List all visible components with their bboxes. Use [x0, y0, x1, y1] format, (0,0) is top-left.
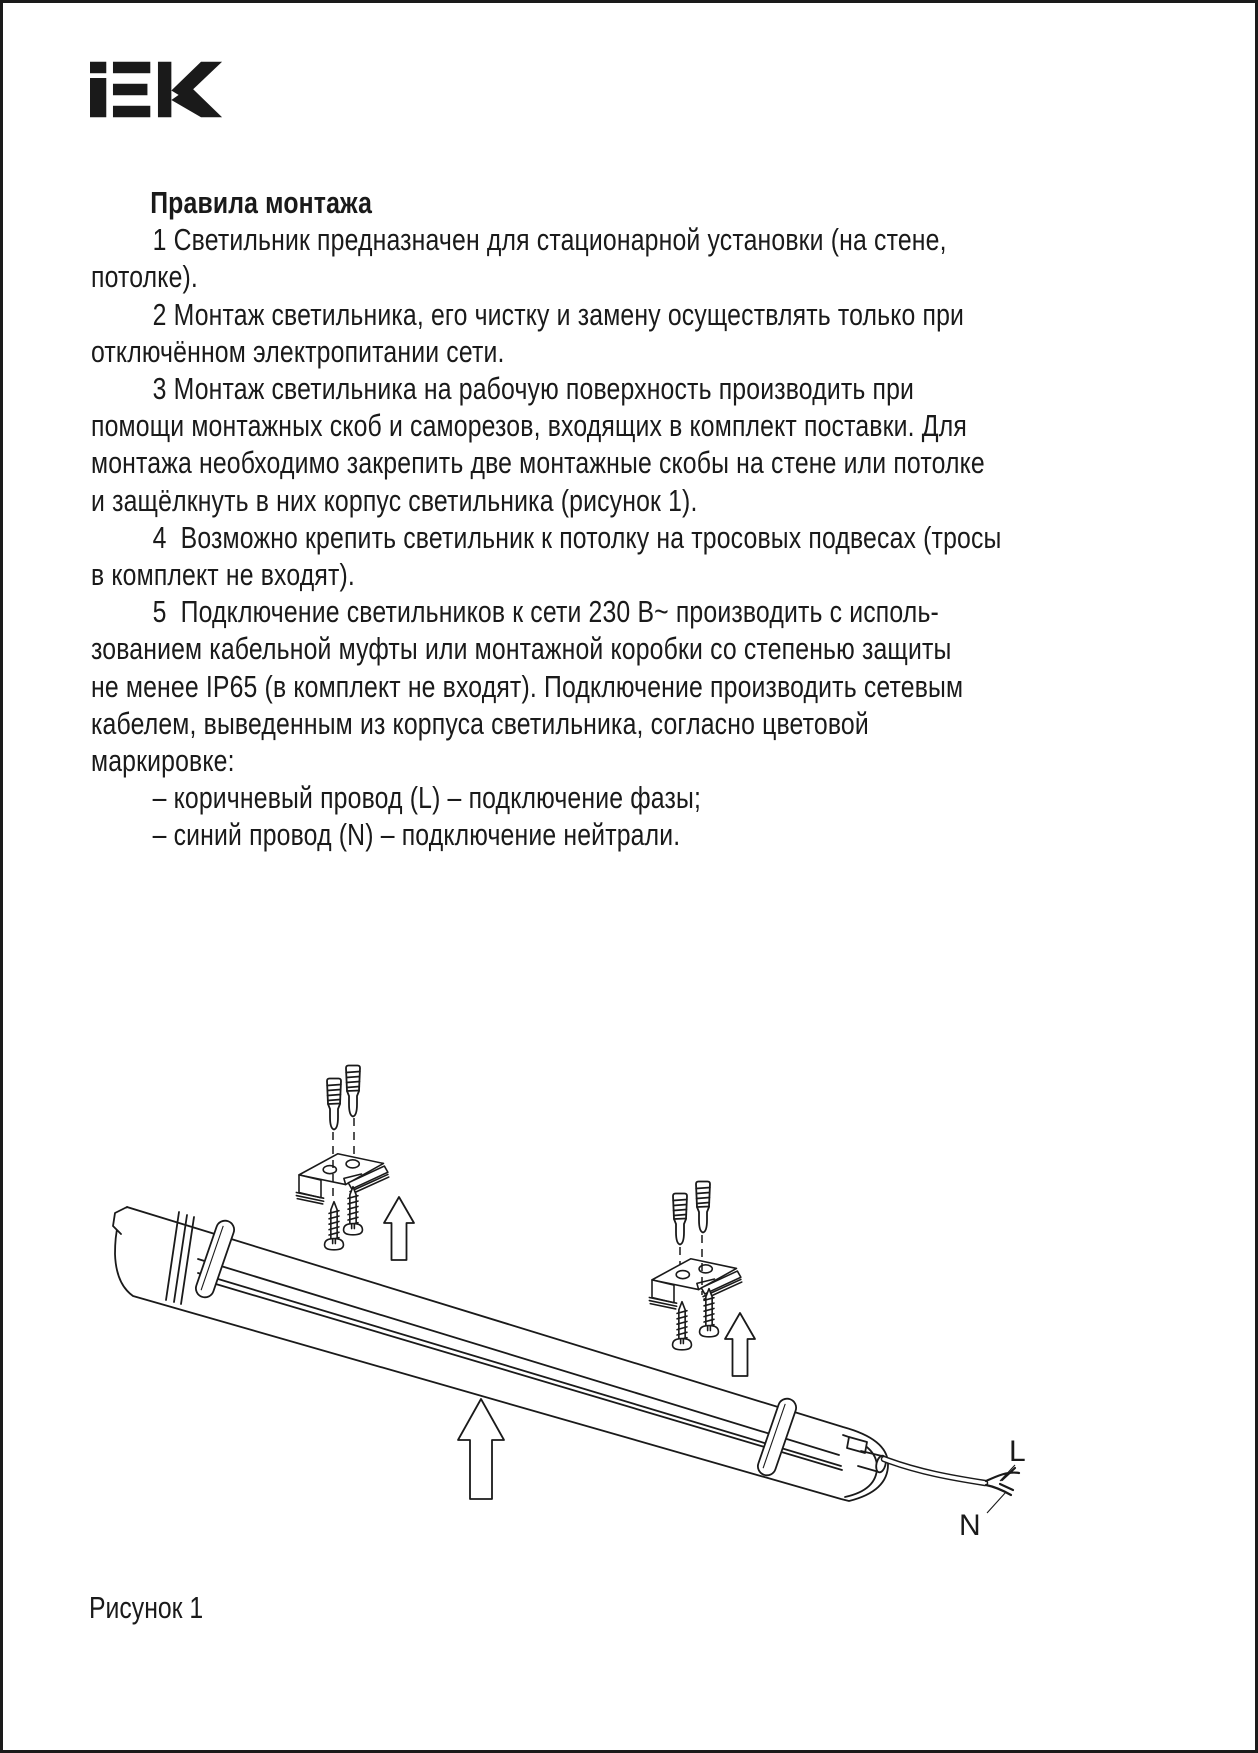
text-line: в комплект не входят). [91, 557, 355, 593]
wall-plug [696, 1182, 710, 1233]
text-line: 2 Монтаж светильника, его чистку и замену осуществлять только при [152, 296, 965, 332]
text-line: 5 Подключение светильников к сети 230 В~ производить с исполь- [152, 594, 939, 630]
text-line: зованием кабельной муфты или монтажной коробки со степенью защиты [91, 631, 952, 667]
up-arrow-icon [384, 1197, 414, 1260]
mounting-bracket [296, 1154, 388, 1204]
label-phase: L [1009, 1435, 1026, 1468]
text-line: не менее IP65 (в комплект не входят). Подключение производить сетевым [91, 668, 964, 704]
text-line: 3 Монтаж светильника на рабочую поверхность производить при [152, 371, 915, 407]
label-neutral: N [959, 1509, 981, 1542]
text-line: маркировке: [91, 743, 235, 779]
text-line: потолке). [91, 259, 198, 295]
up-arrow-icon [458, 1399, 504, 1499]
screw [325, 1202, 344, 1250]
wall-plug [346, 1066, 360, 1117]
mounting-bracket [649, 1259, 741, 1309]
figure-1-illustration [3, 3, 1258, 1753]
figure-caption: Рисунок 1 [89, 1590, 204, 1625]
text-line: монтажа необходимо закрепить две монтажные скобы на стене или потолке [91, 445, 985, 481]
mounting-assembly-2 [649, 1182, 755, 1377]
text-line: – синий провод (N) – подключение нейтрали. [152, 817, 681, 853]
wall-plug [673, 1194, 687, 1245]
screw [344, 1187, 363, 1235]
section-heading: Правила монтажа [150, 185, 373, 220]
text-line: – коричневый провод (L) – подключение фазы; [152, 780, 702, 816]
text-line: помощи монтажных скоб и саморезов, входящих в комплект поставки. Для [91, 408, 967, 444]
text-line: 1 Светильник предназначен для стационарной установки (на стене, [152, 222, 947, 258]
luminaire-body [113, 1207, 888, 1501]
text-line: кабелем, выведенным из корпуса светильника, согласно цветовой [91, 705, 869, 741]
power-cable [884, 1459, 1019, 1495]
mounting-assembly-1 [296, 1066, 414, 1261]
text-line: отключённом электропитании сети. [91, 333, 505, 369]
text-line: и защёлкнуть в них корпус светильника (рисунок 1). [91, 482, 698, 518]
screw [700, 1289, 719, 1337]
wall-plug [327, 1079, 341, 1130]
text-line: 4 Возможно крепить светильник к потолку на тросовых подвесах (тросы [152, 519, 1002, 555]
up-arrow-icon [725, 1313, 755, 1376]
